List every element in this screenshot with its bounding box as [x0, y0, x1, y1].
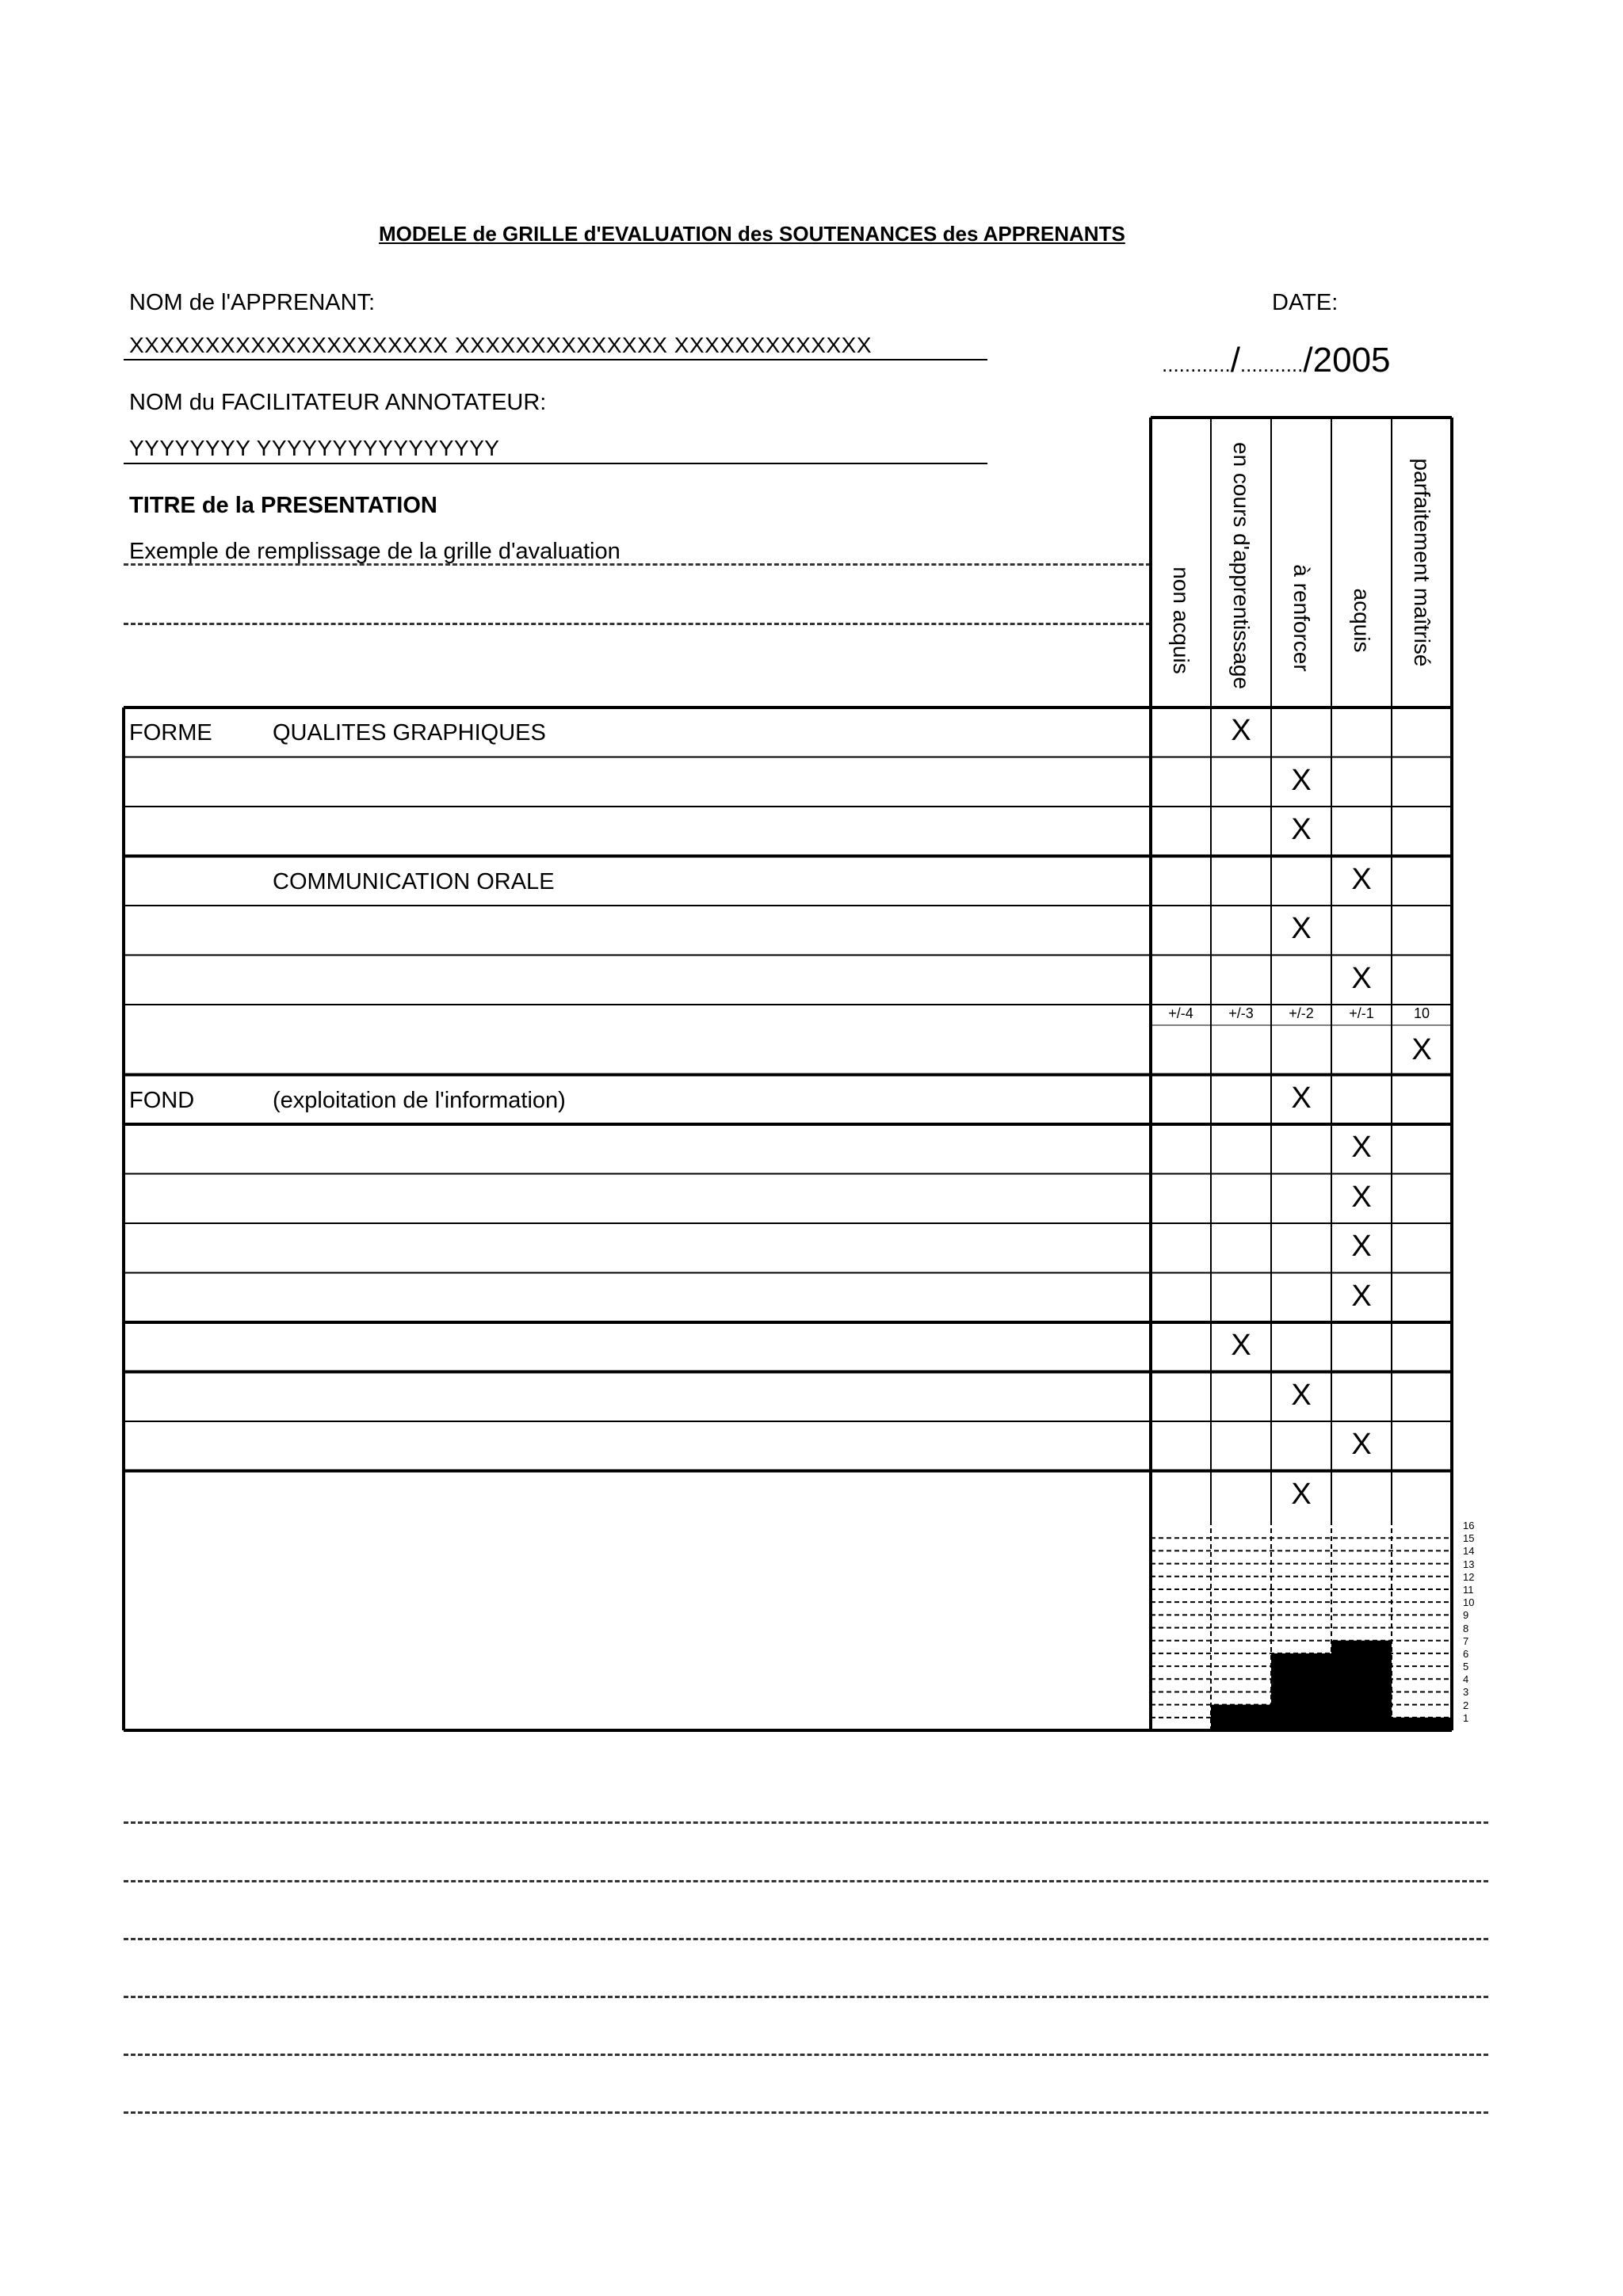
time-scale-4: 10: [1413, 1005, 1430, 1021]
mark-2[interactable]: X: [1291, 813, 1312, 846]
comment-line-3[interactable]: [124, 1938, 1488, 1940]
titre-label: TITRE de la PRESENTATION: [129, 493, 437, 518]
group-sublabel-0: QUALITES GRAPHIQUES: [273, 720, 546, 746]
score-scale-10: 10: [1463, 1596, 1475, 1609]
mark-1[interactable]: X: [1291, 763, 1312, 797]
comment-line-1[interactable]: [124, 1821, 1488, 1824]
mark-0[interactable]: X: [1231, 714, 1251, 747]
mark-6[interactable]: X: [1411, 1033, 1432, 1066]
facilitateur-label: NOM du FACILITATEUR ANNOTATEUR:: [129, 390, 547, 415]
time-scale-1: +/-3: [1228, 1005, 1254, 1021]
page-title: MODELE de GRILLE d'EVALUATION des SOUTENANCES des APPRENANTS: [379, 222, 1125, 246]
mark-5[interactable]: X: [1351, 961, 1372, 995]
date-slash-1: /: [1230, 341, 1240, 379]
score-scale-3: 3: [1463, 1686, 1469, 1699]
date-day: ............: [1162, 353, 1231, 376]
score-scale-8: 8: [1463, 1622, 1469, 1634]
score-scale-9: 9: [1463, 1609, 1469, 1622]
comment-line-2[interactable]: [124, 1880, 1488, 1882]
group-label-2: FOND: [129, 1087, 195, 1113]
score-scale-2: 2: [1463, 1699, 1469, 1711]
score-bar-4: [1392, 1718, 1452, 1730]
group-sublabel-1: COMMUNICATION ORALE: [273, 868, 555, 894]
level-header-label: non acquis: [1169, 566, 1193, 674]
time-scale-0: +/-4: [1168, 1005, 1193, 1021]
level-header-label: parfaitement maîtrisé: [1410, 458, 1434, 667]
apprenant-value[interactable]: XXXXXXXXXXXXXXXXXXXXX XXXXXXXXXXXXXX XXXXXXXXXXXXX: [129, 333, 872, 357]
score-scale-1: 1: [1463, 1711, 1469, 1724]
score-bar-3: [1331, 1641, 1392, 1730]
mark-7[interactable]: X: [1291, 1081, 1312, 1115]
mark-15[interactable]: X: [1291, 1477, 1312, 1511]
date-label: DATE:: [1272, 290, 1338, 315]
level-header-2: [1271, 418, 1331, 707]
comment-line-4[interactable]: [124, 1996, 1488, 1998]
mark-11[interactable]: X: [1351, 1279, 1372, 1313]
level-header-label: acquis: [1350, 588, 1374, 653]
score-scale-6: 6: [1463, 1647, 1469, 1660]
score-scale-14: 14: [1463, 1545, 1475, 1558]
group-sublabel-2: (exploitation de l'information): [273, 1087, 566, 1113]
mark-14[interactable]: X: [1351, 1428, 1372, 1461]
level-header-0: [1151, 418, 1211, 707]
group-label-0: FORME: [129, 720, 212, 746]
score-scale-15: 15: [1463, 1532, 1475, 1545]
date-field[interactable]: [1162, 341, 1391, 380]
mark-3[interactable]: X: [1351, 862, 1372, 896]
time-scale-3: +/-1: [1349, 1005, 1374, 1021]
titre-value[interactable]: Exemple de remplissage de la grille d'avaluation: [129, 539, 621, 564]
score-bar-2: [1271, 1653, 1331, 1730]
mark-4[interactable]: X: [1291, 912, 1312, 945]
score-scale-16: 16: [1463, 1520, 1475, 1531]
mark-9[interactable]: X: [1351, 1180, 1372, 1214]
score-scale-4: 4: [1463, 1673, 1469, 1686]
level-header-label: en cours d'apprentissage: [1229, 441, 1254, 689]
date-slash-2: /: [1303, 341, 1313, 379]
mark-12[interactable]: X: [1231, 1329, 1251, 1362]
score-scale-5: 5: [1463, 1661, 1469, 1673]
comment-line-6[interactable]: [124, 2111, 1488, 2114]
score-scale-12: 12: [1463, 1570, 1475, 1583]
level-header-3: [1331, 418, 1392, 707]
comment-line-5[interactable]: [124, 2054, 1488, 2056]
date-year: 2005: [1312, 341, 1391, 379]
score-scale-13: 13: [1463, 1558, 1475, 1570]
time-scale-2: +/-2: [1289, 1005, 1314, 1021]
score-bar-1: [1211, 1705, 1271, 1730]
level-header-1: [1211, 418, 1271, 707]
level-header-4: [1392, 418, 1452, 707]
mark-13[interactable]: X: [1291, 1378, 1312, 1412]
date-month: ...........: [1239, 353, 1304, 376]
level-header-label: à renforcer: [1289, 563, 1314, 672]
score-scale-7: 7: [1463, 1634, 1469, 1647]
facilitateur-value[interactable]: YYYYYYYY YYYYYYYYYYYYYYYY: [129, 436, 500, 460]
apprenant-underline: [124, 359, 987, 360]
score-scale-11: 11: [1463, 1583, 1474, 1596]
apprenant-label: NOM de l'APPRENANT:: [129, 290, 376, 315]
mark-8[interactable]: X: [1351, 1131, 1372, 1164]
mark-10[interactable]: X: [1351, 1230, 1372, 1263]
